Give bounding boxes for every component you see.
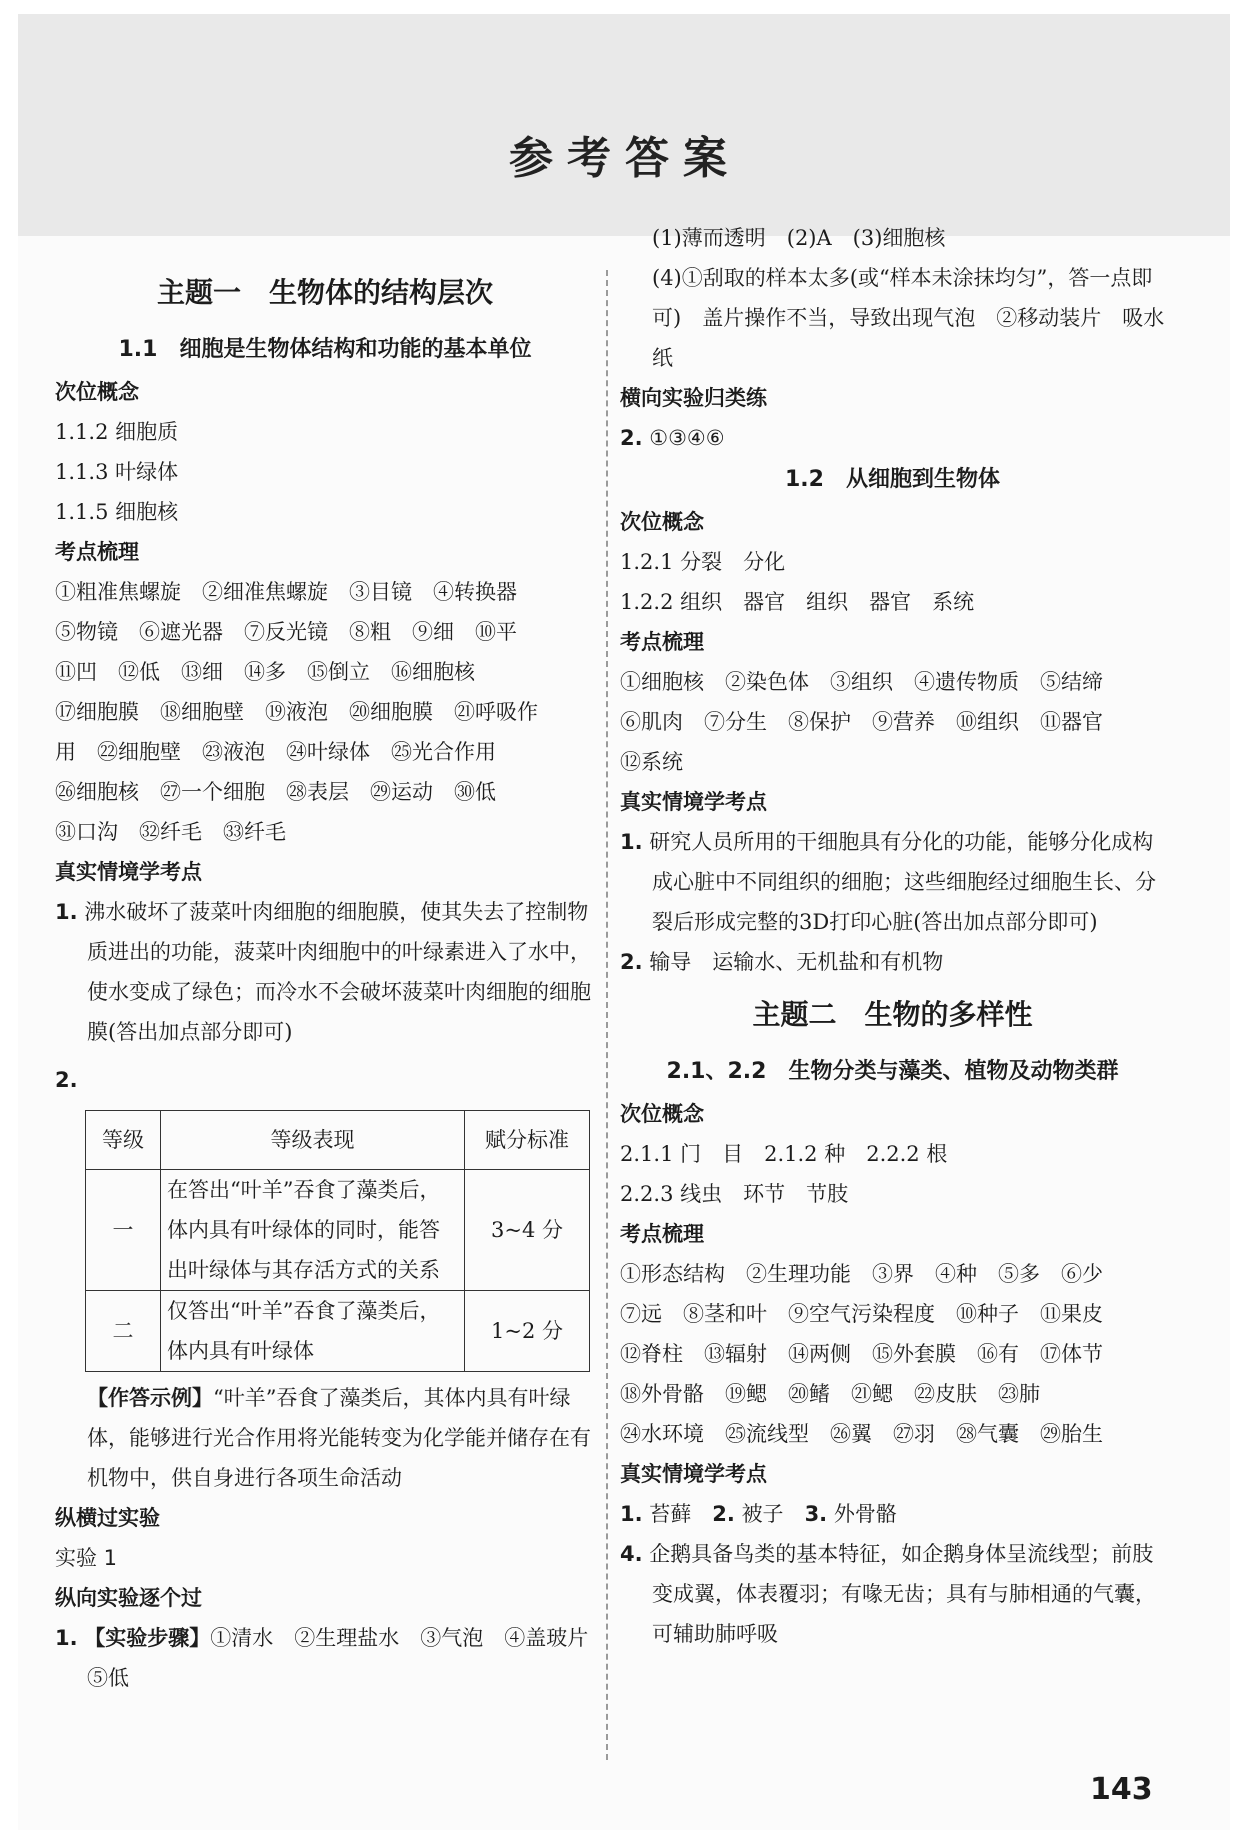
section-heading: 1.1 细胞是生物体结构和功能的基本单位 (118, 337, 532, 362)
answer-line: ⑦远 ⑧茎和叶 ⑨空气污染程度 ⑩种子 ⑪果皮 (620, 1302, 1103, 1326)
table-cell: 二 (86, 1291, 161, 1372)
section-heading: 2.1、2.2 生物分类与藻类、植物及动物类群 (666, 1059, 1119, 1084)
right-column (620, 218, 1165, 1654)
answer-line: ⑫脊柱 ⑬辐射 ⑭两侧 ⑮外套膜 ⑯有 ⑰体节 (620, 1342, 1103, 1366)
table-row (86, 1170, 590, 1291)
answer-line: ㉔水环境 ㉕流线型 ㉖翼 ㉗羽 ㉘气囊 ㉙胎生 (620, 1422, 1103, 1446)
grading-table (85, 1110, 590, 1372)
answer-line: ⑪凹 ⑫低 ⑬细 ⑭多 ⑮倒立 ⑯细胞核 (55, 660, 475, 684)
answer-line: ①形态结构 ②生理功能 ③界 ④种 ⑤多 ⑥少 (620, 1262, 1103, 1286)
table-row (86, 1291, 590, 1372)
answer-line: ⑥肌肉 ⑦分生 ⑧保护 ⑨营养 ⑩组织 ⑪器官 (620, 710, 1103, 734)
question-answer (55, 1618, 610, 1698)
answer-line: ㉛口沟 ㉜纤毛 ㉝纤毛 (55, 820, 286, 844)
subheading: 次位概念 (620, 1102, 704, 1126)
subheading: 次位概念 (55, 380, 139, 404)
concept-line: 1.1.5 细胞核 (55, 500, 179, 524)
example-text: “叶羊”吞食了藻类后，其体内具有叶绿体，能够进行光合作用将光能转变为化学能并储存在有机物中，供自身进行各项生命活动 (87, 1386, 591, 1490)
question-number: 1. (55, 1626, 78, 1650)
answer-line: ⑰细胞膜 ⑱细胞壁 ⑲液泡 ⑳细胞膜 ㉑呼吸作 (55, 700, 538, 724)
step-label: 【实验步骤】 (84, 1625, 211, 1650)
concept-line: 1.1.3 叶绿体 (55, 460, 179, 484)
section-heading: 1.2 从细胞到生物体 (785, 467, 1000, 492)
answer-text: ①③④⑥ (649, 426, 725, 450)
answer-line: ⑤物镜 ⑥遮光器 ⑦反光镜 ⑧粗 ⑨细 ⑩平 (55, 620, 517, 644)
table-cell: 一 (86, 1170, 161, 1291)
page-title: 参考答案 (509, 133, 741, 184)
topic-heading: 主题二 生物的多样性 (752, 998, 1033, 1031)
answer-text: ①清水 ②生理盐水 ③气泡 ④盖玻片 ⑤低 (87, 1626, 610, 1690)
answer-text: 研究人员所用的干细胞具有分化的功能，能够分化成构成心脏中不同组织的细胞；这些细胞经过细胞生长、分裂后形成完整的3D打印心脏(答出加点部分即可) (649, 830, 1156, 934)
short-answers (620, 1494, 1165, 1534)
concept-line: 1.2.2 组织 器官 组织 器官 系统 (620, 590, 975, 614)
subheading: 考点梳理 (620, 630, 704, 654)
subheading: 考点梳理 (620, 1222, 704, 1246)
table-header-row (86, 1111, 590, 1170)
answer-line: ⑱外骨骼 ⑲鳃 ⑳鳍 ㉑鳃 ㉒皮肤 ㉓肺 (620, 1382, 1040, 1406)
answer-line: ①细胞核 ②染色体 ③组织 ④遗传物质 ⑤结缔 (620, 670, 1103, 694)
subheading: 横向实验归类练 (620, 386, 767, 410)
question-number: 1. (620, 830, 643, 854)
answer-line: (4)①刮取的样本太多(或“样本未涂抹均匀”，答一点即可) 盖片操作不当，导致出现气泡 ②移动装片 吸水纸 (652, 266, 1165, 370)
answer-text: 输导 运输水、无机盐和有机物 (649, 950, 944, 974)
subheading: 真实情境学考点 (620, 1462, 767, 1486)
table-cell: 1~2 分 (465, 1291, 590, 1372)
question-number: 2. (620, 950, 643, 974)
answer-text: 沸水破坏了菠菜叶肉细胞的细胞膜，使其失去了控制物质进出的功能，菠菜叶肉细胞中的叶绿素进入了水中，使水变成了绿色；而冷水不会破坏菠菜叶肉细胞的细胞膜(答出加点部分即可) (84, 900, 591, 1044)
question-number: 4. (620, 1542, 643, 1566)
answer-text: 企鹅具备鸟类的基本特征，如企鹅身体呈流线型；前肢变成翼，体表覆羽；有喙无齿；具有与肺相通的气囊，可辅助肺呼吸 (649, 1542, 1156, 1646)
answer-line: ⑫系统 (620, 750, 683, 774)
example-label: 【作答示例】 (87, 1385, 213, 1410)
answer-line: ①粗准焦螺旋 ②细准焦螺旋 ③目镜 ④转换器 (55, 580, 517, 604)
left-column (55, 260, 610, 1698)
question-number: 2. (55, 1068, 78, 1092)
subheading: 考点梳理 (55, 540, 139, 564)
concept-line: 2.2.3 线虫 环节 节肢 (620, 1182, 849, 1206)
table-header: 赋分标准 (465, 1111, 590, 1170)
answer-line: (1)薄而透明 (2)A (3)细胞核 (652, 226, 946, 250)
question-number: 2. (620, 426, 643, 450)
column-divider (606, 270, 608, 1760)
concept-line: 1.2.1 分裂 分化 (620, 550, 786, 574)
answer-text: 被子 (741, 1502, 784, 1526)
topic-heading: 主题一 生物体的结构层次 (156, 276, 493, 309)
table-cell: 在答出“叶羊”吞食了藻类后，体内具有叶绿体的同时，能答出叶绿体与其存活方式的关系 (161, 1170, 465, 1291)
page-number: 143 (1090, 1772, 1153, 1807)
table-header: 等级表现 (161, 1111, 465, 1170)
subheading: 纵向实验逐个过 (55, 1586, 202, 1610)
subheading: 次位概念 (620, 510, 704, 534)
question-answer (620, 942, 1165, 982)
example-answer (55, 1378, 595, 1498)
question-answer (620, 822, 1165, 942)
table-cell: 3~4 分 (465, 1170, 590, 1291)
answer-line: ㉖细胞核 ㉗一个细胞 ㉘表层 ㉙运动 ㉚低 (55, 780, 496, 804)
answer-text: 外骨骼 (833, 1502, 897, 1526)
question-answer (620, 1534, 1165, 1654)
table-header: 等级 (86, 1111, 161, 1170)
subheading: 真实情境学考点 (620, 790, 767, 814)
answer-line: 用 ㉒细胞壁 ㉓液泡 ㉔叶绿体 ㉕光合作用 (55, 740, 496, 764)
subheading: 真实情境学考点 (55, 860, 202, 884)
question-number-line (55, 1060, 595, 1100)
question-number: 3. (804, 1502, 828, 1526)
question-number: 1. (620, 1502, 643, 1526)
question-number: 1. (55, 900, 78, 924)
concept-line: 2.1.1 门 目 2.1.2 种 2.2.2 根 (620, 1142, 948, 1166)
experiment-label: 实验 1 (55, 1546, 118, 1570)
answer-text: 苔藓 (649, 1502, 692, 1526)
question-answer (620, 418, 1165, 458)
table-cell: 仅答出“叶羊”吞食了藻类后，体内具有叶绿体 (161, 1291, 465, 1372)
question-number: 2. (712, 1502, 735, 1526)
concept-line: 1.1.2 细胞质 (55, 420, 179, 444)
subheading: 纵横过实验 (55, 1506, 160, 1530)
question-answer (55, 892, 595, 1052)
